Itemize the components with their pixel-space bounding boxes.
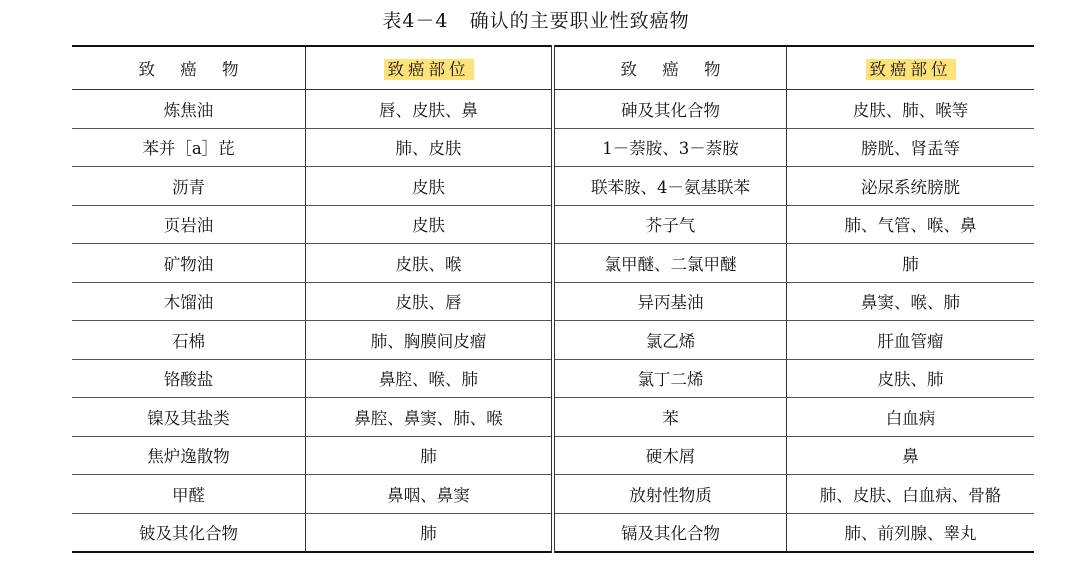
- carcinogen-cell-left: 焦炉逸散物: [72, 436, 306, 475]
- carcinogen-cell-right: 氯乙烯: [553, 321, 787, 360]
- carcinogen-cell-left: 铍及其化合物: [72, 513, 306, 552]
- carcinogen-cell-left: 苯并［a］芘: [72, 128, 306, 167]
- table-row: [72, 436, 1034, 475]
- carcinogen-cell-right: 硬木屑: [553, 436, 787, 475]
- header-cell: [787, 46, 1035, 90]
- site-cell-left: 皮肤、唇: [306, 282, 554, 321]
- carcinogen-cell-left: 矿物油: [72, 244, 306, 283]
- table-row: [72, 244, 1034, 283]
- table-row: [72, 205, 1034, 244]
- carcinogen-cell-right: 芥子气: [553, 205, 787, 244]
- site-cell-left: 肺: [420, 524, 437, 544]
- table-row: [72, 321, 1034, 360]
- table-row: [72, 90, 1034, 129]
- site-cell-right: 肺、气管、喉、鼻: [787, 205, 1035, 244]
- carcinogen-cell-left: 石棉: [72, 321, 306, 360]
- site-cell-right: 皮肤、肺、喉等: [787, 90, 1035, 129]
- site-cell-right: 肺、前列腺、睾丸: [844, 524, 977, 544]
- site-cell-right: 肺: [787, 244, 1035, 283]
- table-row: [72, 167, 1034, 206]
- carcinogen-cell-left: 甲醛: [72, 475, 306, 514]
- carcinogen-cell-left: 木馏油: [72, 282, 306, 321]
- carcinogen-cell-right: 氯甲醚、二氯甲醚: [553, 244, 787, 283]
- site-cell-left: 鼻咽、鼻窦: [306, 475, 554, 514]
- table-row: [72, 513, 1034, 552]
- table-row: [72, 398, 1034, 437]
- header-site-left: 致癌部位: [384, 59, 474, 80]
- carcinogen-table-container: [72, 45, 1028, 553]
- site-cell-left: 肺、胸膜间皮瘤: [306, 321, 554, 360]
- table-row: [72, 359, 1034, 398]
- carcinogen-cell-right: 放射性物质: [553, 475, 787, 514]
- header-cell: [306, 46, 554, 90]
- header-cell: [553, 46, 787, 90]
- site-cell-left: 唇、皮肤、鼻: [306, 90, 554, 129]
- carcinogen-cell-right: 氯丁二烯: [553, 359, 787, 398]
- table-row: [72, 282, 1034, 321]
- header-site-right: 致癌部位: [866, 59, 956, 80]
- carcinogen-cell-right: 异丙基油: [553, 282, 787, 321]
- carcinogen-cell-left: 铬酸盐: [72, 359, 306, 398]
- carcinogen-cell-right: 镉及其化合物: [553, 513, 787, 552]
- site-cell-right: 膀胱、肾盂等: [787, 128, 1035, 167]
- carcinogen-cell-left: 炼焦油: [72, 90, 306, 129]
- site-cell-left: 皮肤: [306, 205, 554, 244]
- carcinogen-cell-right: 苯: [553, 398, 787, 437]
- site-cell-right: 肺、皮肤、白血病、骨骼: [787, 475, 1035, 514]
- table-body: [72, 46, 1034, 552]
- header-carcinogen-left: 致 癌 物: [138, 60, 249, 79]
- table-caption: 表4－4 确认的主要职业性致癌物: [382, 10, 690, 32]
- carcinogen-table: [72, 45, 1034, 553]
- site-cell-right: 鼻: [787, 436, 1035, 475]
- header-carcinogen-right: 致 癌 物: [620, 60, 731, 79]
- carcinogen-cell-left: 页岩油: [72, 205, 306, 244]
- site-cell-right: 鼻窦、喉、肺: [787, 282, 1035, 321]
- site-cell-left: 肺: [306, 436, 554, 475]
- site-cell-right: 泌尿系统膀胱: [787, 167, 1035, 206]
- site-cell-right: 肝血管瘤: [787, 321, 1035, 360]
- table-row: [72, 475, 1034, 514]
- site-cell-right: 皮肤、肺: [787, 359, 1035, 398]
- site-cell-left: 皮肤、喉: [306, 244, 554, 283]
- site-cell-right: 白血病: [787, 398, 1035, 437]
- carcinogen-cell-right: 1－萘胺、3－萘胺: [553, 128, 787, 167]
- header-cell: [72, 46, 306, 90]
- site-cell-left: 鼻腔、鼻窦、肺、喉: [306, 398, 554, 437]
- table-row: [72, 128, 1034, 167]
- carcinogen-cell-left: 镍及其盐类: [72, 398, 306, 437]
- site-cell-left: 皮肤: [306, 167, 554, 206]
- carcinogen-cell-right: 砷及其化合物: [553, 90, 787, 129]
- carcinogen-cell-left: 沥青: [72, 167, 306, 206]
- carcinogen-cell-right: 联苯胺、4－氨基联苯: [553, 167, 787, 206]
- site-cell-left: 鼻腔、喉、肺: [306, 359, 554, 398]
- site-cell-left: 肺、皮肤: [306, 128, 554, 167]
- header-row: [72, 46, 1034, 90]
